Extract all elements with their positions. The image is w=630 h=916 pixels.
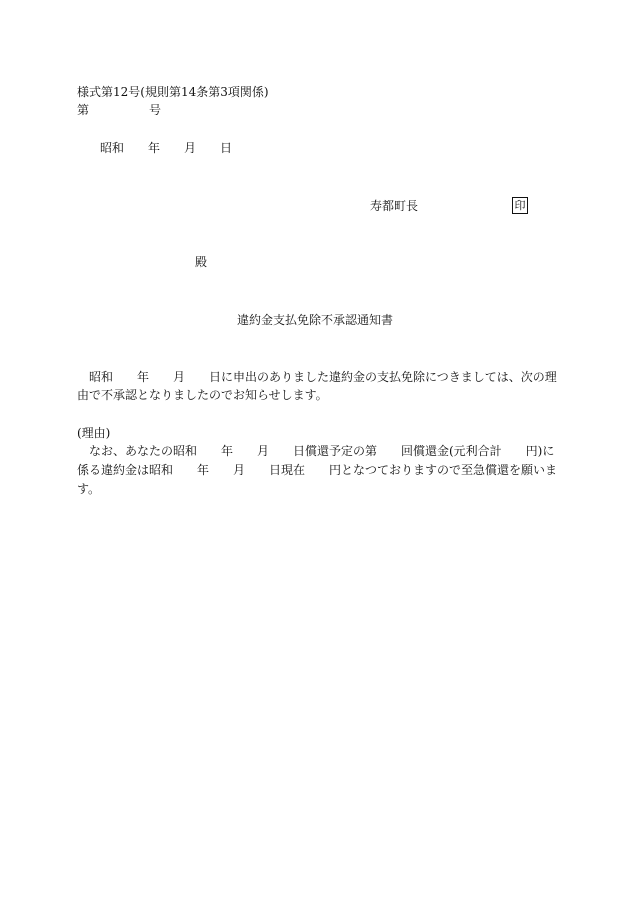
date-line: 昭和 年 月 日	[100, 141, 233, 155]
body-paragraph-1-line-1: 昭和 年 月 日に申出のありました違約金の支払免除につきましては、次の理	[77, 370, 557, 384]
document-number: 第 号	[77, 103, 162, 117]
form-number: 様式第12号(規則第14条第3項関係)	[77, 85, 269, 99]
body-paragraph-2-line-2: 係る違約金は昭和 年 月 日現在 円となつておりますので至急償還を願いま	[77, 463, 558, 477]
body-paragraph-2-line-1: なお、あなたの昭和 年 月 日償還予定の第 回償還金(元利合計 円)に	[77, 444, 555, 458]
document-title: 違約金支払免除不承認通知書	[237, 313, 394, 327]
body-paragraph-1-line-2: 由で不承認となりましたのでお知らせします。	[77, 388, 328, 402]
body-paragraph-2-line-3: す。	[77, 482, 101, 496]
addressee: 殿	[195, 255, 208, 269]
reason-label: (理由)	[77, 426, 111, 440]
seal-mark: 印	[512, 197, 528, 214]
issuer-name: 寿都町長	[370, 199, 419, 213]
